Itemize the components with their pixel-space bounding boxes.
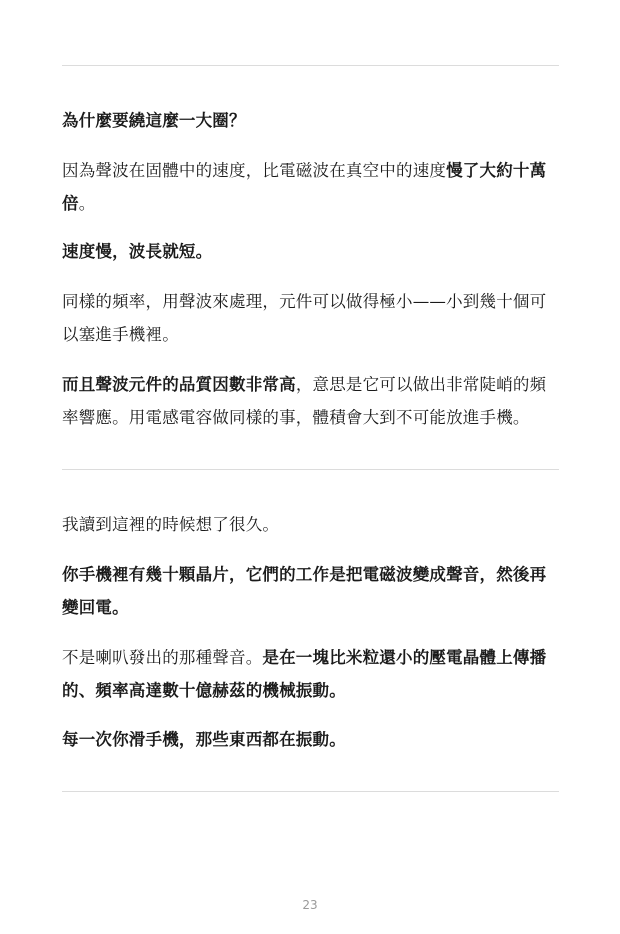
paragraph-text: 不是喇叭發出的那種聲音。 <box>62 648 263 667</box>
section-heading: 為什麼要繞這麼一大圈？ <box>62 111 246 130</box>
paragraph-piezo-vibration <box>62 641 559 707</box>
paragraph-emphasis: 而且聲波元件的品質因數非常高 <box>62 375 296 394</box>
paragraph-emphasis: 慢了大約十萬倍 <box>62 161 547 213</box>
paragraph-text: 因為聲波在固體中的速度，比電磁波在真空中的速度 <box>62 161 447 180</box>
paragraph-closing: 每一次你滑手機，那些東西都在振動。 <box>62 730 346 749</box>
paragraph-short-wavelength: 速度慢，波長就短。 <box>62 242 213 261</box>
paragraph-reflection: 我讀到這裡的時候想了很久。 <box>62 515 280 534</box>
paragraph-emphasis: 是在一塊比米粒還小的壓電晶體上傳播的、頻率高達數十億赫茲的機械振動。 <box>62 648 547 700</box>
paragraph-sound-speed <box>62 154 559 220</box>
divider-bottom <box>62 791 559 792</box>
paragraph-quality-factor <box>62 368 559 434</box>
paragraph-text: ，意思是它可以做出非常陡峭的頻率響應。用電感電容做同樣的事，體積會大到不可能放進手機。 <box>62 375 547 427</box>
paragraph-chips: 你手機裡有幾十顆晶片，它們的工作是把電磁波變成聲音，然後再變回電。 <box>62 565 547 617</box>
divider-top <box>62 65 559 66</box>
paragraph-small-components: 同樣的頻率，用聲波來處理，元件可以做得極小——小到幾十個可以塞進手機裡。 <box>62 292 547 344</box>
page-number: 23 <box>302 898 318 912</box>
divider-middle <box>62 469 559 470</box>
paragraph-text: 。 <box>78 194 96 213</box>
